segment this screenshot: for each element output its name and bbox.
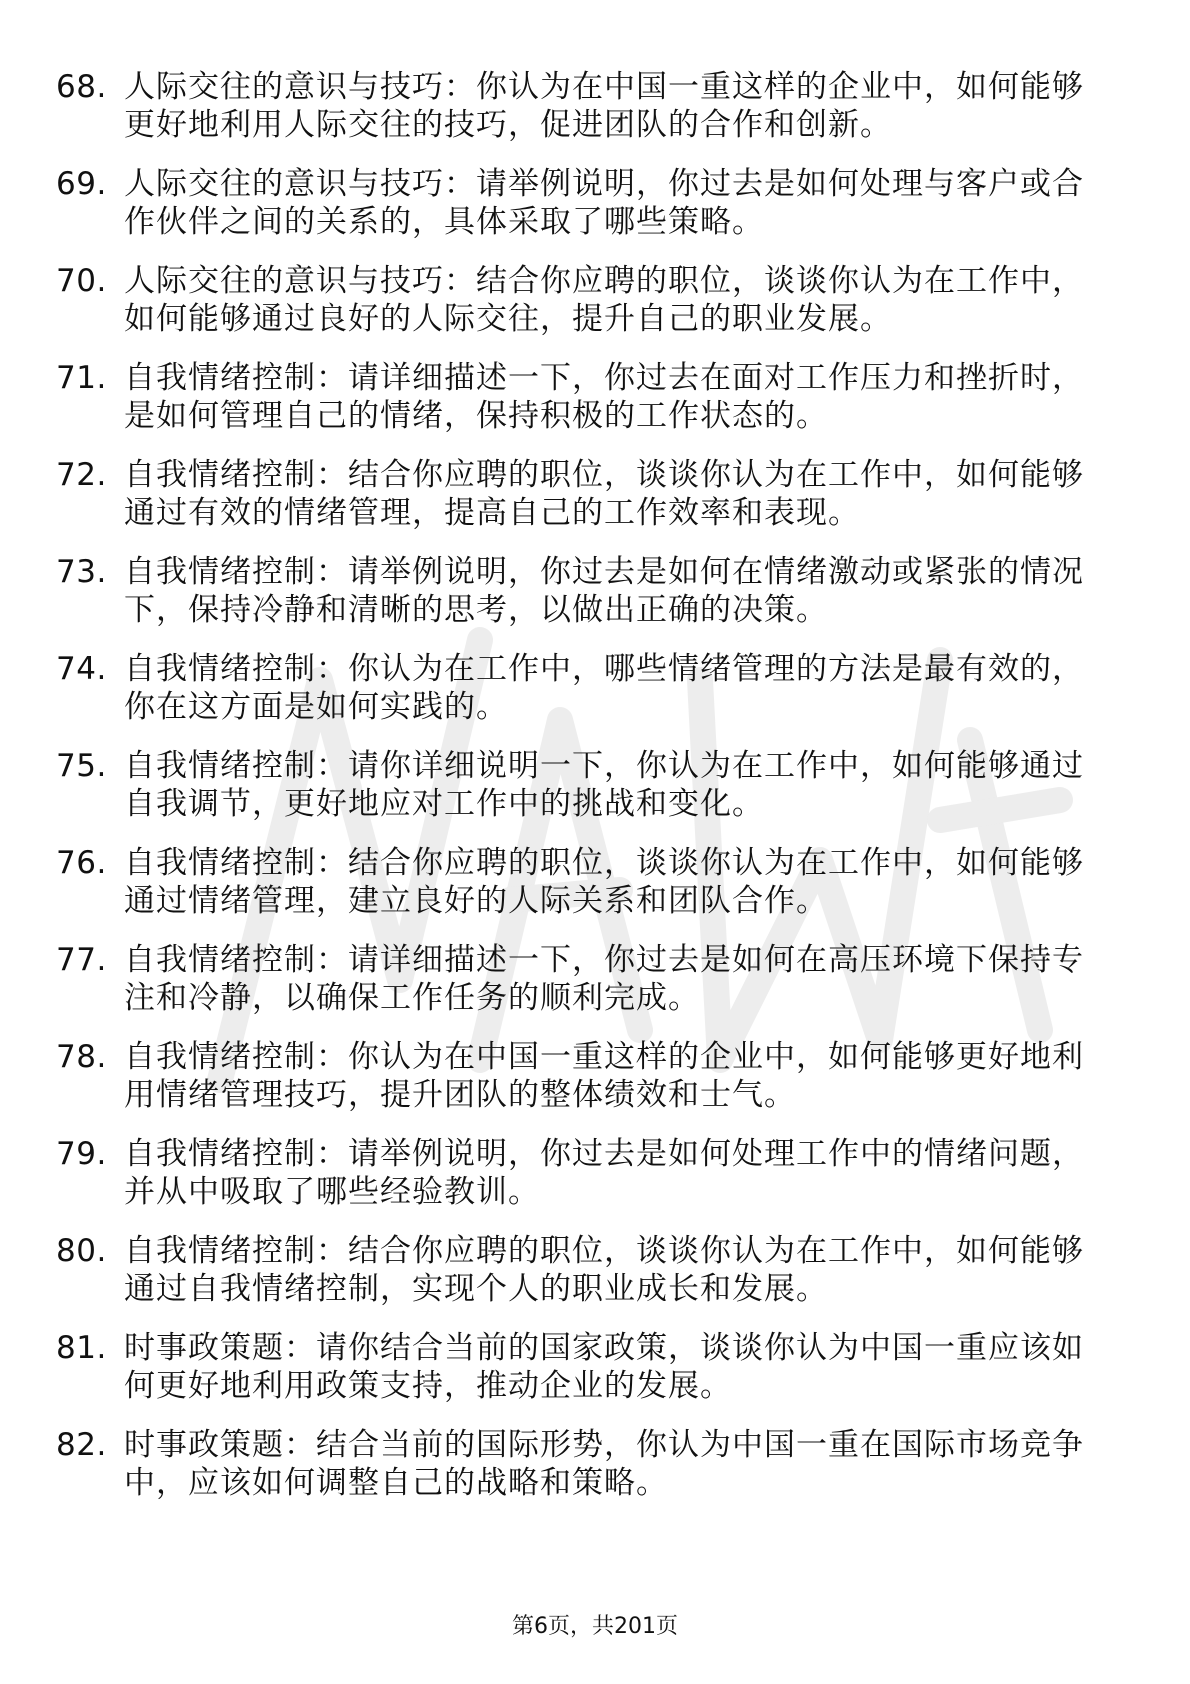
question-item (56, 359, 1106, 435)
question-item (56, 1038, 1106, 1114)
question-number: 82. (56, 1427, 107, 1463)
page-footer: 第6页，共201页 (512, 1614, 678, 1639)
question-text: 自我情绪控制：你认为在中国一重这样的企业中，如何能够更好地利用情绪管理技巧，提升团队的整体绩效和士气。 (124, 1039, 1084, 1113)
question-number: 76. (56, 845, 107, 881)
question-item (56, 1426, 1106, 1502)
question-text: 自我情绪控制：结合你应聘的职位，谈谈你认为在工作中，如何能够通过自我情绪控制，实现个人的职业成长和发展。 (124, 1233, 1084, 1307)
question-item (56, 1329, 1106, 1405)
question-list (56, 68, 1106, 1523)
question-item (56, 844, 1106, 920)
question-number: 75. (56, 748, 107, 784)
question-text: 自我情绪控制：请详细描述一下，你过去在面对工作压力和挫折时，是如何管理自己的情绪，保持积极的工作状态的。 (124, 360, 1084, 434)
question-text: 自我情绪控制：结合你应聘的职位，谈谈你认为在工作中，如何能够通过有效的情绪管理，提高自己的工作效率和表现。 (124, 457, 1084, 531)
question-item (56, 941, 1106, 1017)
question-text: 自我情绪控制：结合你应聘的职位，谈谈你认为在工作中，如何能够通过情绪管理，建立良好的人际关系和团队合作。 (124, 845, 1084, 919)
question-item (56, 165, 1106, 241)
question-number: 80. (56, 1233, 107, 1269)
question-text: 自我情绪控制：你认为在工作中，哪些情绪管理的方法是最有效的，你在这方面是如何实践的。 (124, 651, 1084, 725)
question-text: 时事政策题：请你结合当前的国家政策，谈谈你认为中国一重应该如何更好地利用政策支持，推动企业的发展。 (124, 1330, 1084, 1404)
question-text: 自我情绪控制：请举例说明，你过去是如何处理工作中的情绪问题，并从中吸取了哪些经验教训。 (124, 1136, 1084, 1210)
question-number: 71. (56, 360, 107, 396)
question-text: 自我情绪控制：请举例说明，你过去是如何在情绪激动或紧张的情况下，保持冷静和清晰的思考，以做出正确的决策。 (124, 554, 1084, 628)
question-item (56, 747, 1106, 823)
question-item (56, 1232, 1106, 1308)
question-item (56, 262, 1106, 338)
question-number: 74. (56, 651, 107, 687)
question-text: 人际交往的意识与技巧：结合你应聘的职位，谈谈你认为在工作中，如何能够通过良好的人际交往，提升自己的职业发展。 (124, 263, 1084, 337)
question-number: 79. (56, 1136, 107, 1172)
question-text: 时事政策题：结合当前的国际形势，你认为中国一重在国际市场竞争中，应该如何调整自己的战略和策略。 (124, 1427, 1084, 1501)
question-item (56, 553, 1106, 629)
question-text: 自我情绪控制：请你详细说明一下，你认为在工作中，如何能够通过自我调节，更好地应对工作中的挑战和变化。 (124, 748, 1084, 822)
question-item (56, 68, 1106, 144)
question-number: 77. (56, 942, 107, 978)
question-text: 人际交往的意识与技巧：你认为在中国一重这样的企业中，如何能够更好地利用人际交往的技巧，促进团队的合作和创新。 (124, 69, 1084, 143)
question-text: 人际交往的意识与技巧：请举例说明，你过去是如何处理与客户或合作伙伴之间的关系的，具体采取了哪些策略。 (124, 166, 1084, 240)
question-number: 69. (56, 166, 107, 202)
question-item (56, 650, 1106, 726)
question-number: 81. (56, 1330, 107, 1366)
question-number: 68. (56, 69, 107, 105)
question-item (56, 456, 1106, 532)
question-number: 72. (56, 457, 107, 493)
question-text: 自我情绪控制：请详细描述一下，你过去是如何在高压环境下保持专注和冷静，以确保工作任务的顺利完成。 (124, 942, 1084, 1016)
question-number: 70. (56, 263, 107, 299)
question-number: 78. (56, 1039, 107, 1075)
question-item (56, 1135, 1106, 1211)
question-number: 73. (56, 554, 107, 590)
